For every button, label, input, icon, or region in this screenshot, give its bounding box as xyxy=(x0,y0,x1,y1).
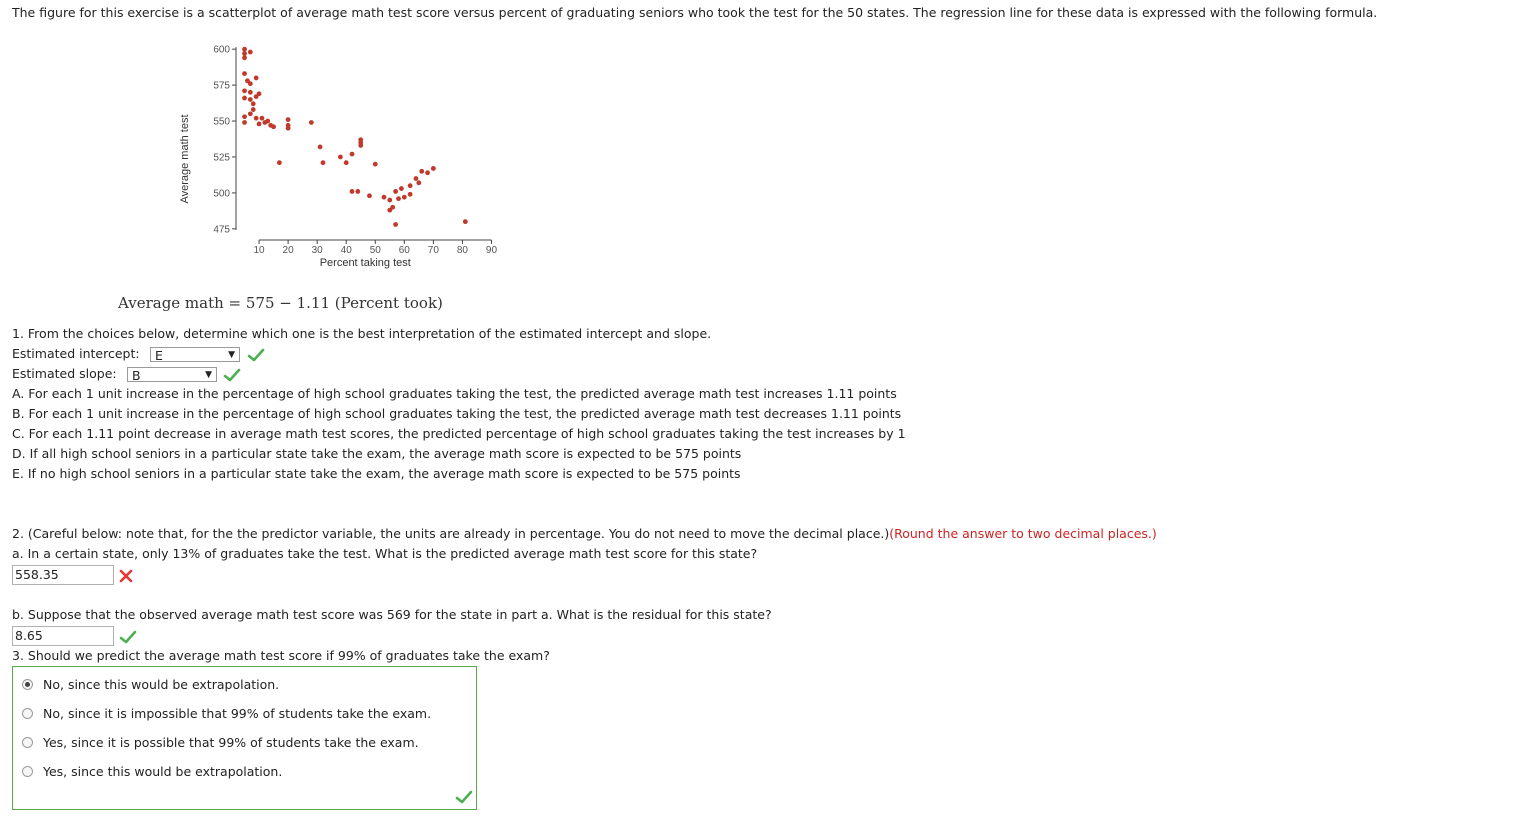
data-point xyxy=(309,120,314,125)
q1-option-b: B. For each 1 unit increase in the percentage of high school graduates taking the test, the predicted average math test decreases 1.11 points xyxy=(12,406,902,421)
data-point xyxy=(242,71,247,76)
q3-option-label: Yes, since this would be extrapolation. xyxy=(43,763,283,779)
slope-select[interactable] xyxy=(127,367,217,382)
radio-selected-icon[interactable] xyxy=(22,679,33,690)
dropdown-arrow-icon: ▼ xyxy=(205,370,212,380)
data-point xyxy=(318,145,323,150)
x-tick-label: 40 xyxy=(340,245,352,256)
y-tick-label: 575 xyxy=(213,80,230,92)
data-point xyxy=(393,189,398,194)
q2b-prompt: b. Suppose that the observed average math test score was 569 for the state in part a. What is the residual for this state? xyxy=(12,607,772,622)
data-point xyxy=(242,47,247,52)
round-note: (Round the answer to two decimal places.) xyxy=(889,526,1157,541)
q3-option-1[interactable] xyxy=(22,704,431,722)
data-point xyxy=(350,189,355,194)
data-point xyxy=(254,76,259,81)
data-point xyxy=(321,160,326,165)
data-point xyxy=(408,183,413,188)
data-point xyxy=(265,119,270,124)
data-point xyxy=(242,51,247,56)
data-point xyxy=(463,219,468,224)
data-point xyxy=(271,124,276,129)
data-point xyxy=(242,55,247,60)
x-tick-label: 90 xyxy=(485,245,498,256)
q1-option-a: A. For each 1 unit increase in the percentage of high school graduates taking the test, the predicted average math test increases 1.11 points xyxy=(12,386,897,401)
q3-option-0[interactable] xyxy=(22,675,279,693)
data-point xyxy=(414,176,419,181)
q1-option-d: D. If all high school seniors in a particular state take the exam, the average math score is expected to be 575 points xyxy=(12,446,742,461)
data-point xyxy=(338,155,343,160)
dropdown-arrow-icon: ▼ xyxy=(228,350,235,360)
x-tick-label: 60 xyxy=(398,245,410,256)
radio-icon[interactable] xyxy=(22,708,33,719)
x-axis-label: Percent taking test xyxy=(319,257,411,269)
data-point xyxy=(251,101,256,106)
x-tick-label: 30 xyxy=(311,245,323,256)
check-icon xyxy=(247,348,265,362)
data-point xyxy=(425,170,430,175)
data-point xyxy=(396,196,401,201)
data-point xyxy=(416,180,421,185)
y-tick-label: 500 xyxy=(213,188,230,200)
data-point xyxy=(248,111,253,116)
data-point xyxy=(382,195,387,200)
data-point xyxy=(355,189,360,194)
data-point xyxy=(344,160,349,165)
x-tick-label: 20 xyxy=(282,245,294,256)
y-axis-label: Average math test xyxy=(179,114,191,204)
intercept-select-value: E xyxy=(155,348,163,363)
slope-select-value: B xyxy=(132,368,141,383)
data-point xyxy=(248,50,253,55)
data-point xyxy=(419,169,424,174)
x-tick-label: 80 xyxy=(456,245,468,256)
radio-icon[interactable] xyxy=(22,737,33,748)
y-tick-label: 600 xyxy=(213,44,230,56)
data-point xyxy=(350,152,355,157)
data-point xyxy=(260,116,265,121)
q2b-answer-field[interactable]: 8.65 xyxy=(12,626,114,646)
q2-prompt-text: 2. (Careful below: note that, for the the predictor variable, the units are already in percentage. You do not need to move the decimal place.) xyxy=(12,526,890,541)
scatterplot-svg xyxy=(170,34,510,274)
data-point xyxy=(286,117,291,122)
radio-icon[interactable] xyxy=(22,766,33,777)
data-point xyxy=(393,222,398,227)
check-icon xyxy=(119,630,137,644)
data-point xyxy=(248,97,253,102)
q3-option-3[interactable] xyxy=(22,762,282,780)
slope-label: Estimated slope: xyxy=(12,366,117,381)
data-point xyxy=(248,90,253,95)
x-tick-label: 70 xyxy=(427,245,439,256)
q1-prompt: 1. From the choices below, determine which one is the best interpretation of the estimated intercept and slope. xyxy=(12,326,712,341)
intro-text: The figure for this exercise is a scatterplot of average math test score versus percent of graduating seniors who took the test for the 50 states. The regression line for these data is expressed with the following formula. xyxy=(12,5,1378,20)
scatterplot xyxy=(170,34,510,274)
y-tick-label: 525 xyxy=(213,152,230,164)
data-point xyxy=(387,198,392,203)
q1-option-c: C. For each 1.11 point decrease in average math test scores, the predicted percentage of high school graduates taking the test increases by 1 xyxy=(12,426,906,441)
q2a-prompt: a. In a certain state, only 13% of graduates take the test. What is the predicted average math test score for this state? xyxy=(12,546,758,561)
data-point xyxy=(242,88,247,93)
x-tick-label: 50 xyxy=(369,245,381,256)
y-tick-label: 550 xyxy=(213,116,230,128)
data-point xyxy=(242,114,247,119)
q2-prompt xyxy=(12,525,1157,543)
data-point xyxy=(251,107,256,112)
q1-option-e: E. If no high school seniors in a particular state take the exam, the average math score is expected to be 575 points xyxy=(12,466,741,481)
check-icon xyxy=(455,790,473,804)
data-point xyxy=(286,126,291,131)
data-point xyxy=(373,162,378,167)
q3-option-label: No, since it is impossible that 99% of students take the exam. xyxy=(43,705,432,721)
data-point xyxy=(399,186,404,191)
intercept-label: Estimated intercept: xyxy=(12,346,140,361)
q3-option-label: No, since this would be extrapolation. xyxy=(43,676,280,692)
data-point xyxy=(367,193,372,198)
cross-icon xyxy=(119,569,133,583)
data-point xyxy=(358,143,363,148)
data-point xyxy=(257,91,262,96)
data-point xyxy=(257,122,262,127)
data-point xyxy=(408,192,413,197)
data-point xyxy=(254,116,259,121)
q2a-answer-field[interactable]: 558.35 xyxy=(12,565,114,585)
regression-formula: Average math = 575 − 1.11 (Percent took) xyxy=(118,294,443,312)
x-tick-label: 10 xyxy=(253,245,265,256)
data-point xyxy=(242,96,247,101)
data-point xyxy=(402,195,407,200)
q3-option-2[interactable] xyxy=(22,733,419,751)
y-tick-label: 475 xyxy=(213,224,230,236)
q3-option-label: Yes, since it is possible that 99% of students take the exam. xyxy=(43,734,419,750)
data-point xyxy=(277,160,282,165)
data-point xyxy=(248,81,253,86)
data-point xyxy=(242,120,247,125)
check-icon xyxy=(223,368,241,382)
intercept-select[interactable] xyxy=(150,347,240,362)
data-point xyxy=(431,166,436,171)
q3-prompt: 3. Should we predict the average math test score if 99% of graduates take the exam? xyxy=(12,648,550,663)
data-point xyxy=(390,205,395,210)
